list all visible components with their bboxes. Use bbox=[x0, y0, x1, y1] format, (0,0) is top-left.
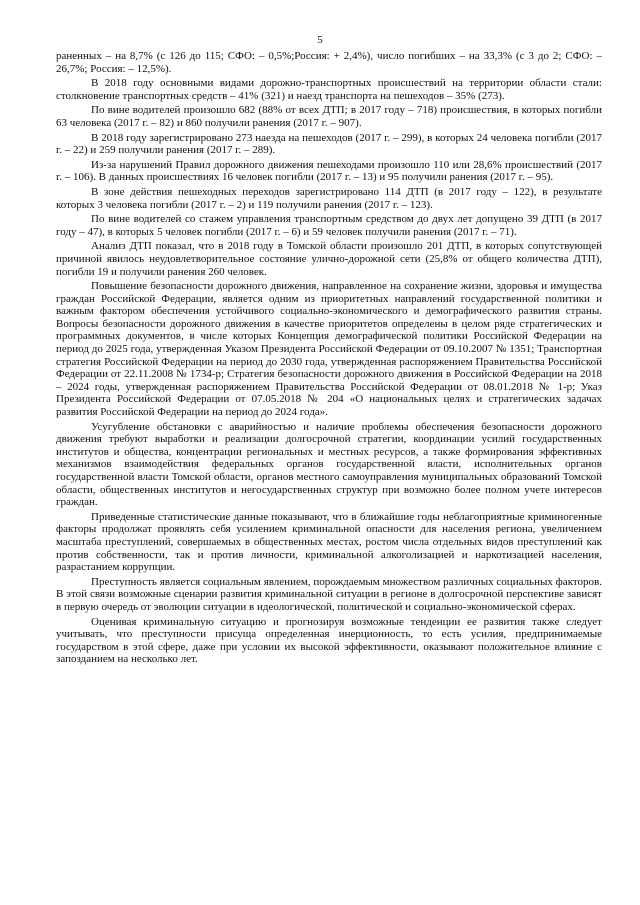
paragraph-crosswalks: В зоне действия пешеходных переходов зарегистрировано 114 ДТП (в 2017 году – 122), в результате которых 3 человека погибли (2017 г. – 2) и 119 получили ранения (2017 г. – 123). bbox=[56, 185, 602, 211]
paragraph-road-conditions: Анализ ДТП показал, что в 2018 году в Томской области произошло 201 ДТП, в которых сопутствующей причиной явилось неудовлетворительное состояние улично-дорожной сети (25,8% от общего количества ДТП), погибли 19 и получили ранения 260 человек. bbox=[56, 240, 602, 278]
paragraph-injured-stats: раненных – на 8,7% (с 126 до 115; СФО: – 0,5%;Россия: + 2,4%), число погибших – на 33,3% (с 3 до 2; СФО: – 26,7%; Россия: – 12,5%). bbox=[56, 50, 602, 75]
paragraph-driver-fault: По вине водителей произошло 682 (88% от всех ДТП; в 2017 году – 718) происшествия, в которых погибли 63 человека (2017 г. – 82) и 860 получили ранения (2017 г. – 907). bbox=[56, 104, 602, 129]
paragraph-crime-inertia: Оценивая криминальную ситуацию и прогнозируя возможные тенденции ее развития также следует учитывать, что преступности присуща определенная инерционность, то есть усилия, предпринимаемые государством в этой сфере, даже при условии их высокой эффективности, оказывают положительное влияние с запозданием на несколько лет. bbox=[56, 615, 602, 666]
paragraph-pedestrian-hits: В 2018 году зарегистрировано 273 наезда на пешеходов (2017 г. – 299), в которых 24 человека погибли (2017 г. – 22) и 259 получили ранения (2017 г. – 289). bbox=[56, 131, 602, 157]
paragraph-crime-social: Преступность является социальным явлением, порождаемым множеством различных социальных факторов. В этой связи возможные сценарии развития криминальной ситуации в регионе в долгосрочной перспективе зависят в первую очередь от эволюции ситуации в идеологической, политической и социально-экономической сферах. bbox=[56, 575, 602, 613]
paragraph-crime-forecast: Приведенные статистические данные показывают, что в ближайшие годы неблагоприятные криминогенные факторы продолжат проявлять себя усилением криминальной опасности для населения региона, увеличением масштаба преступлений, совершаемых в общественных местах, ростом числа отдельных видов преступлений как против собственности, так и против личности, криминальной алкоголизацией и наркотизацией населения, разрастанием коррупции. bbox=[56, 510, 602, 574]
paragraph-pedestrian-violations: Из-за нарушений Правил дорожного движения пешеходами произошло 110 или 28,6% происшествий (2017 г. – 106). В данных происшествиях 16 человек погибли (2017 г. – 13) и 95 получили ранения (2017 г. – 95). bbox=[56, 158, 602, 184]
page-number: 5 bbox=[317, 34, 323, 46]
paragraph-accident-types: В 2018 году основными видами дорожно-транспортных происшествий на территории области стали: столкновение транспортных средств – 41% (321) и наезд транспорта на пешеходов – 35% (273). bbox=[56, 77, 602, 102]
paragraph-novice-drivers: По вине водителей со стажем управления транспортным средством до двух лет допущено 39 ДТП (в 2017 году – 47), в которых 5 человек погибли (2017 г. – 6) и 59 человек получили ранения (2017 г. – 71). bbox=[56, 213, 602, 238]
paragraph-strategy: Усугубление обстановки с аварийностью и наличие проблемы обеспечения безопасности дорожного движения требуют выработки и реализации долгосрочной стратегии, координации усилий государственных институтов и общества, концентрации региональных и местных ресурсов, а также формирования эффективных механизмов взаимодействия федеральных органов государственной власти, исполнительных органов государственной власти Томской области, органов местного самоуправления муниципальных образований Томской области, общественных институтов и негосударственных структур при возможно более полном учете интересов граждан. bbox=[56, 420, 602, 509]
paragraph-road-safety-policy: Повышение безопасности дорожного движения, направленное на сохранение жизни, здоровья и имущества граждан Российской Федерации, является одним из приоритетных направлений государственной политики и важным фактором обеспечения устойчивого социально-экономического и демографического развития страны. Вопросы безопасности дорожного движения в качестве приоритетов определены в целом ряде стратегических и программных документов, в числе которых Концепция демографической политики Российской Федерации на период до 2025 года, утвержденная Указом Президента Российской Федерации от 09.10.2007 № 1351; Транспортная стратегия Российской Федерации на период до 2030 года, утвержденная распоряжением Правительства Российской Федерации от 22.11.2008 № 1734-р; Стратегия безопасности дорожного движения в Российской Федерации на 2018 – 2024 годы, утвержденная распоряжением Правительства Российской Федерации от 08.01.2018 № 1-р; Указ Президента Российской Федерации от 07.05.2018 № 204 «О национальных целях и стратегических задачах развития Российской Федерации на период до 2024 года». bbox=[56, 280, 602, 419]
document-body bbox=[56, 50, 602, 668]
